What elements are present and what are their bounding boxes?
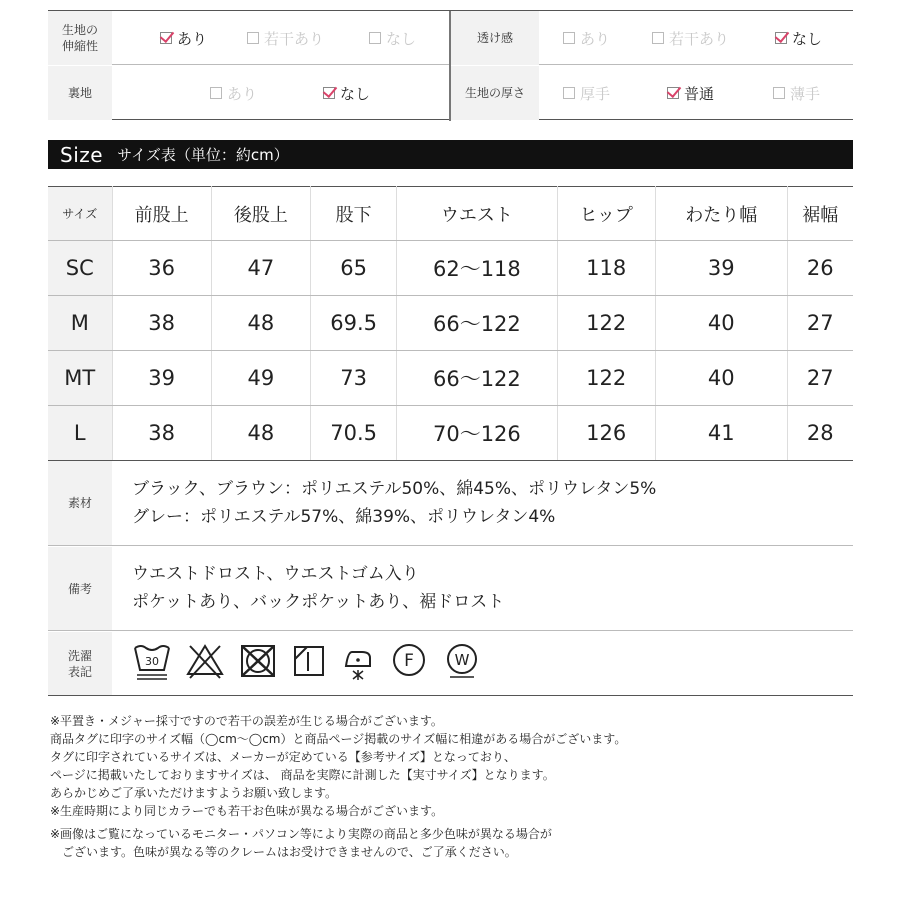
material-row [48,460,853,546]
disclaimer-line: タグに印字されているサイズは、メーカーが定めている【参考サイズ】となっており、 [50,750,516,764]
table-cell: 62〜118 [397,241,557,296]
column-header-front-rise: 前股上 [112,187,211,241]
wash-temp-label: 30 [145,655,159,668]
table-cell: 38 [112,406,211,461]
sheer-option-slight: 若干あり [652,11,729,65]
checkbox-empty-icon [773,87,785,99]
checkbox-checked-icon [667,87,679,99]
table-cell: 39 [112,351,211,406]
disclaimer-line: ※生産時期により同じカラーでも若干お色味が異なる場合がございます。 [50,804,444,818]
disclaimer-line: ございます。色味が異なる等のクレームはお受けできませんので、ご了承ください。 [50,845,517,859]
fabric-divider [449,11,451,121]
table-cell: 70.5 [311,406,397,461]
thickness-option-thick: 厚手 [563,66,610,120]
checkbox-empty-icon [652,32,664,44]
line-dry-shade-icon [291,640,327,682]
size-table [48,186,853,461]
table-cell: 47 [211,241,310,296]
disclaimer-line: 商品タグに印字のサイズ幅（◯cm〜◯cm）と商品ページ掲載のサイズ幅に相違がある場合がございます。 [50,732,627,746]
disclaimer-line: ※画像はご覧になっているモニター・パソコン等により実際の商品と多少色味が異なる場合が [50,827,552,841]
table-cell: 48 [211,296,310,351]
table-cell: 36 [112,241,211,296]
stretch-label: 生地の 伸縮性 [48,11,112,65]
column-header-waist: ウエスト [397,187,557,241]
notes-row [48,547,853,631]
table-cell: 122 [557,296,655,351]
checkbox-checked-icon [160,32,172,44]
wet-clean-letter: W [454,651,470,669]
table-cell: 48 [211,406,310,461]
notes-line: ポケットあり、バックポケットあり、裾ドロスト [132,592,505,612]
no-tumble-dry-icon [238,640,278,682]
checkbox-empty-icon [247,32,259,44]
stretch-option-yes: あり [160,11,207,65]
table-row [48,406,853,461]
size-header-subtitle: サイズ表（単位：約cm） [117,146,289,164]
table-cell: 66〜122 [397,351,557,406]
checkbox-empty-icon [563,87,575,99]
size-header-bar [48,140,853,169]
table-cell: 40 [655,351,787,406]
table-cell: 65 [311,241,397,296]
table-cell: 38 [112,296,211,351]
wet-clean-w-icon [442,640,482,682]
disclaimer-line: あらかじめご了承いただけますようお願い致します。 [50,786,338,800]
table-cell: 40 [655,296,787,351]
material-line: ブラック、ブラウン：ポリエステル50%、綿45%、ポリウレタン5% [132,479,657,499]
lining-label: 裏地 [48,66,112,120]
table-cell: 28 [787,406,853,461]
table-cell: 27 [787,351,853,406]
dry-clean-letter: F [404,651,414,671]
stretch-option-slight: 若干あり [247,11,324,65]
checkbox-empty-icon [210,87,222,99]
lining-option-yes: あり [210,66,257,120]
material-label: 素材 [48,461,112,545]
notes-line: ウエストドロスト、ウエストゴム入り [132,564,419,584]
thickness-option-normal: 普通 [667,66,714,120]
table-cell: 126 [557,406,655,461]
material-text [132,475,656,531]
wash-30-icon [132,640,172,682]
table-cell: 73 [311,351,397,406]
notes-text [132,560,504,616]
table-row [48,241,853,296]
checkbox-empty-icon [563,32,575,44]
lining-option-no: なし [323,66,370,120]
table-cell: 66〜122 [397,296,557,351]
size-cell: MT [48,351,112,406]
table-cell: 49 [211,351,310,406]
size-table-header-row [48,187,853,241]
checkbox-checked-icon [323,87,335,99]
column-header-thigh-width: わたり幅 [655,187,787,241]
table-cell: 41 [655,406,787,461]
size-cell: SC [48,241,112,296]
column-header-inseam: 股下 [311,187,397,241]
size-header-title: Size [60,142,104,167]
column-header-size: サイズ [48,187,112,241]
disclaimer-line: ※平置き・メジャー採寸ですので若干の誤差が生じる場合がございます。 [50,714,443,728]
sheer-option-yes: あり [563,11,610,65]
thickness-label: 生地の厚さ [451,66,539,120]
column-header-hip: ヒップ [557,187,655,241]
size-cell: L [48,406,112,461]
table-cell: 122 [557,351,655,406]
dry-clean-f-icon [389,640,429,682]
column-header-back-rise: 後股上 [211,187,310,241]
table-row [48,296,853,351]
sheer-label: 透け感 [451,11,539,65]
iron-low-icon [340,640,376,682]
table-cell: 26 [787,241,853,296]
care-label: 洗濯 表記 [48,632,112,695]
notes-label: 備考 [48,547,112,630]
column-header-hem-width: 裾幅 [787,187,853,241]
checkbox-empty-icon [369,32,381,44]
disclaimer-line: ページに掲載いたしておりますサイズは、 商品を実際に計測した【実寸サイズ】となります。 [50,768,555,782]
table-cell: 70〜126 [397,406,557,461]
fabric-attributes [48,10,853,120]
table-cell: 39 [655,241,787,296]
thickness-option-thin: 薄手 [773,66,820,120]
table-cell: 27 [787,296,853,351]
care-row [48,632,853,696]
stretch-option-no: なし [369,11,416,65]
size-cell: M [48,296,112,351]
table-row [48,351,853,406]
table-cell: 118 [557,241,655,296]
care-icons [132,640,495,682]
checkbox-checked-icon [775,32,787,44]
material-line: グレー：ポリエステル57%、綿39%、ポリウレタン4% [132,507,556,527]
no-bleach-icon [185,640,225,682]
table-cell: 69.5 [311,296,397,351]
sheer-option-no: なし [775,11,822,65]
